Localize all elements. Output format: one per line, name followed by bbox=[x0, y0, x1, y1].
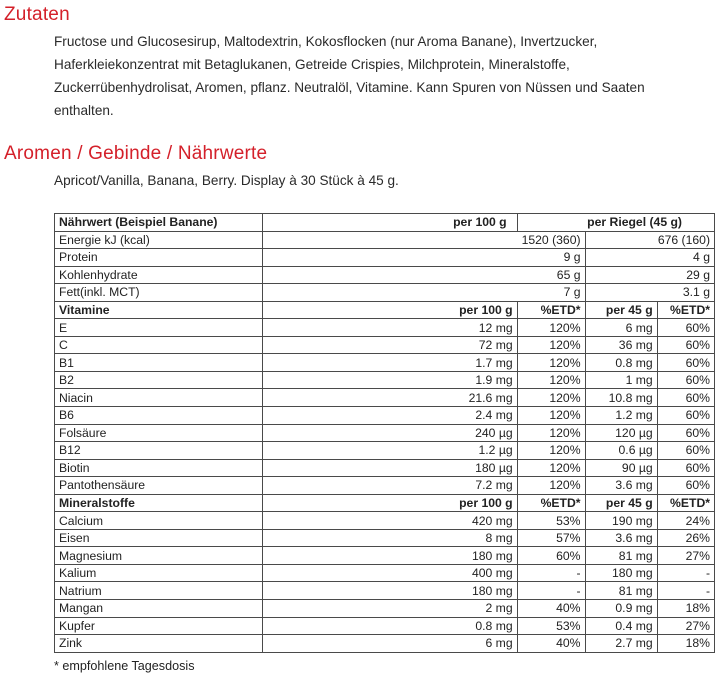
vitamin-etd2: 60% bbox=[657, 459, 714, 477]
nutrient-per100: 65 g bbox=[262, 266, 585, 284]
vitamin-etd1: 120% bbox=[517, 336, 585, 354]
vitamin-row bbox=[55, 442, 715, 460]
vitamin-etd2: 60% bbox=[657, 336, 714, 354]
vitamin-name: Biotin bbox=[55, 459, 263, 477]
vitamin-header-per100: per 100 g bbox=[262, 301, 517, 319]
vitamin-per100: 1.7 mg bbox=[262, 354, 517, 372]
nutrient-perbar: 676 (160) bbox=[585, 231, 714, 249]
mineral-per45: 3.6 mg bbox=[585, 529, 657, 547]
vitamin-per100: 1.9 mg bbox=[262, 371, 517, 389]
vitamin-per45: 0.6 µg bbox=[585, 442, 657, 460]
vitamin-row bbox=[55, 424, 715, 442]
vitamin-name: B6 bbox=[55, 407, 263, 425]
mineral-name: Natrium bbox=[55, 582, 263, 600]
vitamin-per45: 120 µg bbox=[585, 424, 657, 442]
mineral-etd1: 40% bbox=[517, 600, 585, 618]
mineral-etd1: - bbox=[517, 582, 585, 600]
nutrient-per100: 7 g bbox=[262, 284, 585, 302]
mineral-etd1: 53% bbox=[517, 512, 585, 530]
vitamin-name: E bbox=[55, 319, 263, 337]
mineral-per100: 180 mg bbox=[262, 547, 517, 565]
vitamin-row bbox=[55, 459, 715, 477]
mineral-header-per100: per 100 g bbox=[262, 494, 517, 512]
vitamin-etd2: 60% bbox=[657, 319, 714, 337]
mineral-header-etd2: %ETD* bbox=[657, 494, 714, 512]
nutrition-header-perbar: per Riegel (45 g) bbox=[517, 214, 714, 232]
mineral-etd2: 27% bbox=[657, 617, 714, 635]
vitamin-header-etd1: %ETD* bbox=[517, 301, 585, 319]
vitamin-per100: 1.2 µg bbox=[262, 442, 517, 460]
mineral-row bbox=[55, 582, 715, 600]
vitamin-row bbox=[55, 389, 715, 407]
vitamin-etd1: 120% bbox=[517, 319, 585, 337]
mineral-per100: 180 mg bbox=[262, 582, 517, 600]
mineral-per45: 180 mg bbox=[585, 564, 657, 582]
flavors-title: Aromen / Gebinde / Nährwerte bbox=[4, 143, 268, 164]
ingredients-title: Zutaten bbox=[4, 4, 70, 25]
mineral-per45: 0.4 mg bbox=[585, 617, 657, 635]
mineral-per45: 0.9 mg bbox=[585, 600, 657, 618]
vitamin-etd1: 120% bbox=[517, 424, 585, 442]
mineral-per45: 81 mg bbox=[585, 547, 657, 565]
mineral-row bbox=[55, 600, 715, 618]
nutrient-name: Fett(inkl. MCT) bbox=[55, 284, 263, 302]
vitamin-row bbox=[55, 336, 715, 354]
mineral-name: Kupfer bbox=[55, 617, 263, 635]
mineral-name: Mangan bbox=[55, 600, 263, 618]
nutrient-per100: 9 g bbox=[262, 249, 585, 267]
mineral-per45: 2.7 mg bbox=[585, 635, 657, 653]
mineral-row bbox=[55, 547, 715, 565]
mineral-etd1: 60% bbox=[517, 547, 585, 565]
vitamin-etd1: 120% bbox=[517, 371, 585, 389]
vitamin-etd2: 60% bbox=[657, 354, 714, 372]
vitamin-etd2: 60% bbox=[657, 424, 714, 442]
vitamin-name: B12 bbox=[55, 442, 263, 460]
vitamin-per100: 180 µg bbox=[262, 459, 517, 477]
mineral-per100: 400 mg bbox=[262, 564, 517, 582]
vitamin-etd1: 120% bbox=[517, 354, 585, 372]
vitamin-etd1: 120% bbox=[517, 389, 585, 407]
vitamin-row bbox=[55, 371, 715, 389]
vitamin-header-per45: per 45 g bbox=[585, 301, 657, 319]
nutrition-table bbox=[54, 213, 715, 653]
vitamin-etd1: 120% bbox=[517, 442, 585, 460]
nutrition-basic-row bbox=[55, 266, 715, 284]
mineral-per45: 190 mg bbox=[585, 512, 657, 530]
mineral-header-row bbox=[55, 494, 715, 512]
vitamin-per45: 1.2 mg bbox=[585, 407, 657, 425]
mineral-etd1: 53% bbox=[517, 617, 585, 635]
nutrient-perbar: 3.1 g bbox=[585, 284, 714, 302]
vitamin-row bbox=[55, 477, 715, 495]
vitamin-per45: 0.8 mg bbox=[585, 354, 657, 372]
vitamin-row bbox=[55, 407, 715, 425]
nutrition-table-body bbox=[55, 214, 715, 653]
vitamin-per45: 1 mg bbox=[585, 371, 657, 389]
nutrition-header-per100: per 100 g bbox=[262, 214, 517, 232]
mineral-etd2: 26% bbox=[657, 529, 714, 547]
vitamin-row bbox=[55, 319, 715, 337]
mineral-etd2: 18% bbox=[657, 635, 714, 653]
vitamin-etd2: 60% bbox=[657, 407, 714, 425]
vitamin-etd1: 120% bbox=[517, 477, 585, 495]
vitamin-etd2: 60% bbox=[657, 477, 714, 495]
flavors-text: Apricot/Vanilla, Banana, Berry. Display à 30 Stück à 45 g. bbox=[54, 173, 399, 188]
vitamin-per45: 36 mg bbox=[585, 336, 657, 354]
mineral-header-per45: per 45 g bbox=[585, 494, 657, 512]
mineral-name: Zink bbox=[55, 635, 263, 653]
vitamin-etd2: 60% bbox=[657, 389, 714, 407]
vitamin-row bbox=[55, 354, 715, 372]
mineral-etd1: 40% bbox=[517, 635, 585, 653]
vitamin-name: Folsäure bbox=[55, 424, 263, 442]
nutrient-name: Energie kJ (kcal) bbox=[55, 231, 263, 249]
vitamin-per45: 10.8 mg bbox=[585, 389, 657, 407]
mineral-etd2: - bbox=[657, 582, 714, 600]
vitamin-name: B2 bbox=[55, 371, 263, 389]
vitamin-name: Niacin bbox=[55, 389, 263, 407]
mineral-per100: 6 mg bbox=[262, 635, 517, 653]
mineral-per100: 420 mg bbox=[262, 512, 517, 530]
mineral-etd1: - bbox=[517, 564, 585, 582]
vitamin-name: C bbox=[55, 336, 263, 354]
vitamin-per100: 72 mg bbox=[262, 336, 517, 354]
nutrition-basic-row bbox=[55, 249, 715, 267]
nutrient-perbar: 4 g bbox=[585, 249, 714, 267]
mineral-row bbox=[55, 529, 715, 547]
mineral-etd2: - bbox=[657, 564, 714, 582]
mineral-name: Kalium bbox=[55, 564, 263, 582]
ingredients-text: Fructose und Glucosesirup, Maltodextrin, Kokosflocken (nur Aroma Banane), Invertzucker, Haferkleiekonzentrat mit Betaglukanen, Getreide Crispies, Milchprotein, Mineralstoffe, Zuckerrübenhydrolisat, Aromen, pflanz. Neutralöl, Vitamine. Kann Spuren von Nüssen und Saaten enthalten. bbox=[54, 34, 645, 118]
mineral-per100: 8 mg bbox=[262, 529, 517, 547]
vitamin-header-label: Vitamine bbox=[55, 301, 263, 319]
mineral-name: Eisen bbox=[55, 529, 263, 547]
mineral-row bbox=[55, 635, 715, 653]
vitamin-per100: 12 mg bbox=[262, 319, 517, 337]
mineral-row bbox=[55, 512, 715, 530]
nutrient-name: Kohlenhydrate bbox=[55, 266, 263, 284]
mineral-row bbox=[55, 564, 715, 582]
vitamin-per45: 90 µg bbox=[585, 459, 657, 477]
vitamin-per100: 240 µg bbox=[262, 424, 517, 442]
mineral-header-etd1: %ETD* bbox=[517, 494, 585, 512]
mineral-per100: 2 mg bbox=[262, 600, 517, 618]
vitamin-per100: 2.4 mg bbox=[262, 407, 517, 425]
vitamin-name: B1 bbox=[55, 354, 263, 372]
footnote: * empfohlene Tagesdosis bbox=[54, 659, 195, 673]
nutrient-per100: 1520 (360) bbox=[262, 231, 585, 249]
vitamin-header-etd2: %ETD* bbox=[657, 301, 714, 319]
nutrient-name: Protein bbox=[55, 249, 263, 267]
vitamin-etd1: 120% bbox=[517, 407, 585, 425]
vitamin-per100: 7.2 mg bbox=[262, 477, 517, 495]
mineral-name: Magnesium bbox=[55, 547, 263, 565]
mineral-per45: 81 mg bbox=[585, 582, 657, 600]
mineral-per100: 0.8 mg bbox=[262, 617, 517, 635]
mineral-etd2: 18% bbox=[657, 600, 714, 618]
vitamin-header-row bbox=[55, 301, 715, 319]
mineral-etd1: 57% bbox=[517, 529, 585, 547]
nutrition-header-label: Nährwert (Beispiel Banane) bbox=[55, 214, 263, 232]
nutrition-basic-row bbox=[55, 284, 715, 302]
vitamin-name: Pantothensäure bbox=[55, 477, 263, 495]
vitamin-etd2: 60% bbox=[657, 371, 714, 389]
vitamin-per45: 3.6 mg bbox=[585, 477, 657, 495]
nutrition-header-row bbox=[55, 214, 715, 232]
nutrient-perbar: 29 g bbox=[585, 266, 714, 284]
mineral-etd2: 27% bbox=[657, 547, 714, 565]
vitamin-per45: 6 mg bbox=[585, 319, 657, 337]
mineral-header-label: Mineralstoffe bbox=[55, 494, 263, 512]
nutrition-basic-row bbox=[55, 231, 715, 249]
mineral-etd2: 24% bbox=[657, 512, 714, 530]
mineral-row bbox=[55, 617, 715, 635]
mineral-name: Calcium bbox=[55, 512, 263, 530]
vitamin-per100: 21.6 mg bbox=[262, 389, 517, 407]
vitamin-etd2: 60% bbox=[657, 442, 714, 460]
vitamin-etd1: 120% bbox=[517, 459, 585, 477]
